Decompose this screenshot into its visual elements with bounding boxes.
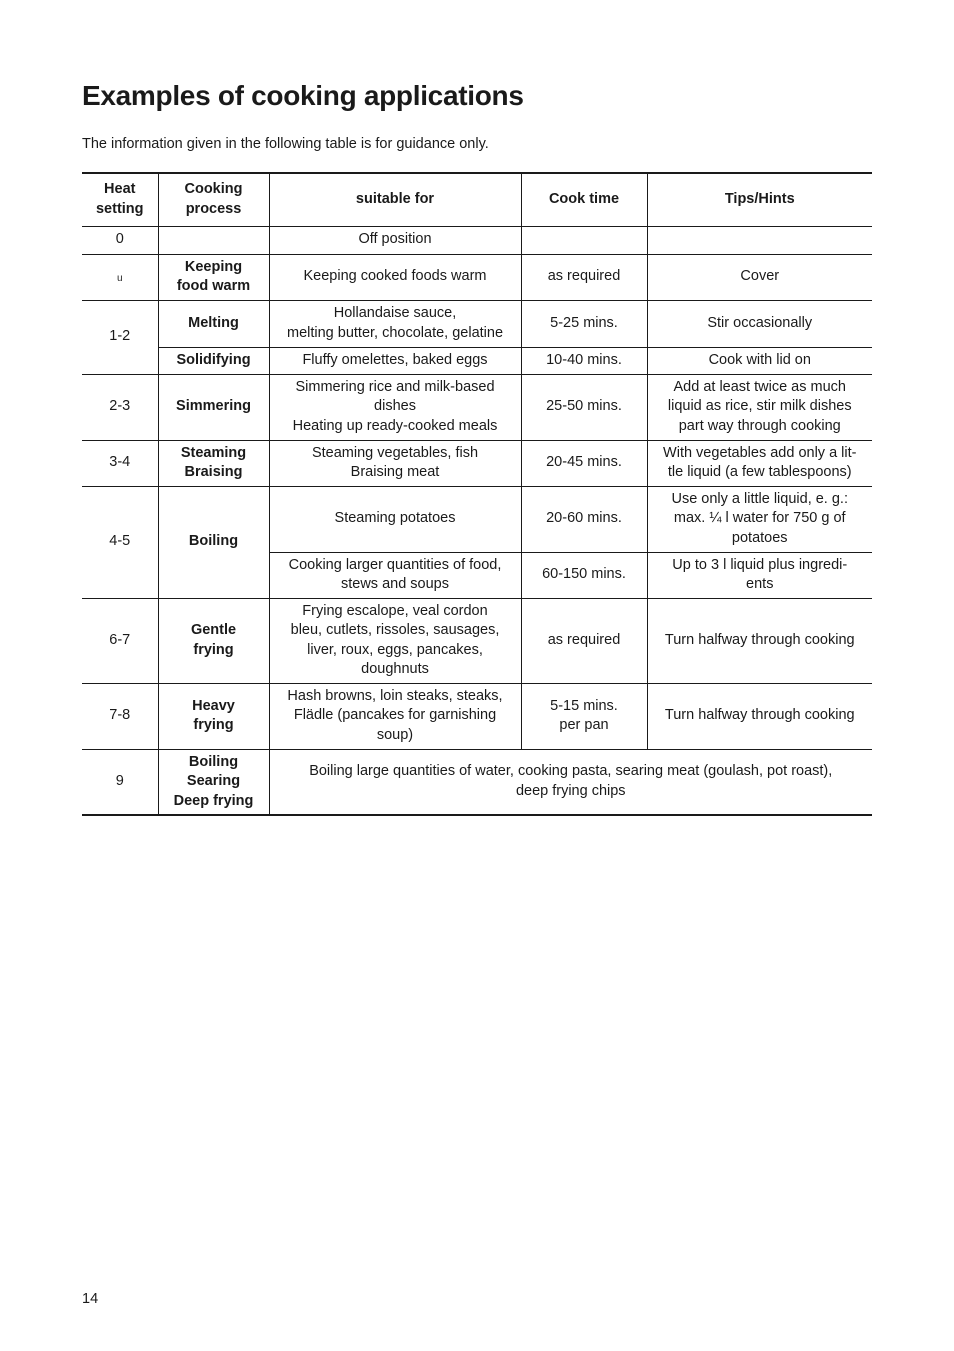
tips-cell xyxy=(647,226,872,254)
table-row xyxy=(82,254,872,300)
heat-setting-cell: 4-5 xyxy=(82,486,158,598)
heat-setting-cell: 6-7 xyxy=(82,598,158,683)
process-cell: Solidifying xyxy=(158,347,269,374)
heat-setting-cell: 9 xyxy=(82,749,158,815)
header-suitable-for: suitable for xyxy=(269,173,521,226)
suitable-cell: Steaming potatoes xyxy=(269,486,521,552)
header-cooking-process: Cooking process xyxy=(158,173,269,226)
header-tips-hints: Tips/Hints xyxy=(647,173,872,226)
tips-cell: Cook with lid on xyxy=(647,347,872,374)
page-title: Examples of cooking applications xyxy=(82,80,524,111)
process-cell: Gentle frying xyxy=(158,598,269,683)
time-cell: 25-50 mins. xyxy=(521,374,647,440)
tips-cell: Stir occasionally xyxy=(647,300,872,347)
process-cell: Heavy frying xyxy=(158,683,269,749)
time-cell: 10-40 mins. xyxy=(521,347,647,374)
tips-cell: Use only a little liquid, e. g.: max. ¼ l water for 750 g of potatoes xyxy=(647,486,872,552)
process-cell: Boiling Searing Deep frying xyxy=(158,749,269,815)
time-cell: 20-60 mins. xyxy=(521,486,647,552)
header-cook-time: Cook time xyxy=(521,173,647,226)
table-row xyxy=(82,440,872,486)
time-cell: as required xyxy=(521,254,647,300)
tips-cell: With vegetables add only a lit- tle liquid (a few tablespoons) xyxy=(647,440,872,486)
process-cell: Simmering xyxy=(158,374,269,440)
time-cell xyxy=(521,226,647,254)
cooking-table xyxy=(82,172,872,816)
table-header-row xyxy=(82,173,872,226)
process-cell: Melting xyxy=(158,300,269,347)
tips-cell: Turn halfway through cooking xyxy=(647,683,872,749)
time-cell: 5-15 mins. per pan xyxy=(521,683,647,749)
process-cell: Keeping food warm xyxy=(158,254,269,300)
table-row xyxy=(82,598,872,683)
suitable-cell: Hollandaise sauce, melting butter, chocolate, gelatine xyxy=(269,300,521,347)
tips-cell: Up to 3 l liquid plus ingredi- ents xyxy=(647,552,872,598)
suitable-cell: Frying escalope, veal cordon bleu, cutlets, rissoles, sausages, liver, roux, eggs, pancakes, doughnuts xyxy=(269,598,521,683)
table-row xyxy=(82,683,872,749)
tips-cell: Cover xyxy=(647,254,872,300)
suitable-cell: Steaming vegetables, fish Braising meat xyxy=(269,440,521,486)
suitable-cell: Hash browns, loin steaks, steaks, Flädle (pancakes for garnishing soup) xyxy=(269,683,521,749)
table-row xyxy=(82,300,872,347)
suitable-cell: Keeping cooked foods warm xyxy=(269,254,521,300)
intro-text: The information given in the following table is for guidance only. xyxy=(82,136,489,152)
header-heat-setting: Heat setting xyxy=(82,173,158,226)
process-cell xyxy=(158,226,269,254)
heat-setting-cell: 3-4 xyxy=(82,440,158,486)
heat-setting-cell: 2-3 xyxy=(82,374,158,440)
table-row xyxy=(82,749,872,815)
heat-setting-cell: 0 xyxy=(82,226,158,254)
tips-cell: Turn halfway through cooking xyxy=(647,598,872,683)
time-cell: 5-25 mins. xyxy=(521,300,647,347)
suitable-cell: Cooking larger quantities of food, stews and soups xyxy=(269,552,521,598)
page-number: 14 xyxy=(82,1291,99,1307)
tips-cell: Add at least twice as much liquid as rice, stir milk dishes part way through cooking xyxy=(647,374,872,440)
process-cell: Steaming Braising xyxy=(158,440,269,486)
table-row xyxy=(82,226,872,254)
table-row xyxy=(82,486,872,552)
suitable-cell: Boiling large quantities of water, cooking pasta, searing meat (goulash, pot roast), deep frying chips xyxy=(269,749,872,815)
time-cell: 60-150 mins. xyxy=(521,552,647,598)
suitable-cell: Fluffy omelettes, baked eggs xyxy=(269,347,521,374)
heat-setting-cell: ᵤ xyxy=(82,254,158,300)
table-row xyxy=(82,347,872,374)
table-row xyxy=(82,374,872,440)
heat-setting-cell: 1-2 xyxy=(82,300,158,374)
heat-setting-cell: 7-8 xyxy=(82,683,158,749)
suitable-cell: Off position xyxy=(269,226,521,254)
suitable-cell: Simmering rice and milk-based dishes Heating up ready-cooked meals xyxy=(269,374,521,440)
time-cell: as required xyxy=(521,598,647,683)
time-cell: 20-45 mins. xyxy=(521,440,647,486)
process-cell: Boiling xyxy=(158,486,269,598)
